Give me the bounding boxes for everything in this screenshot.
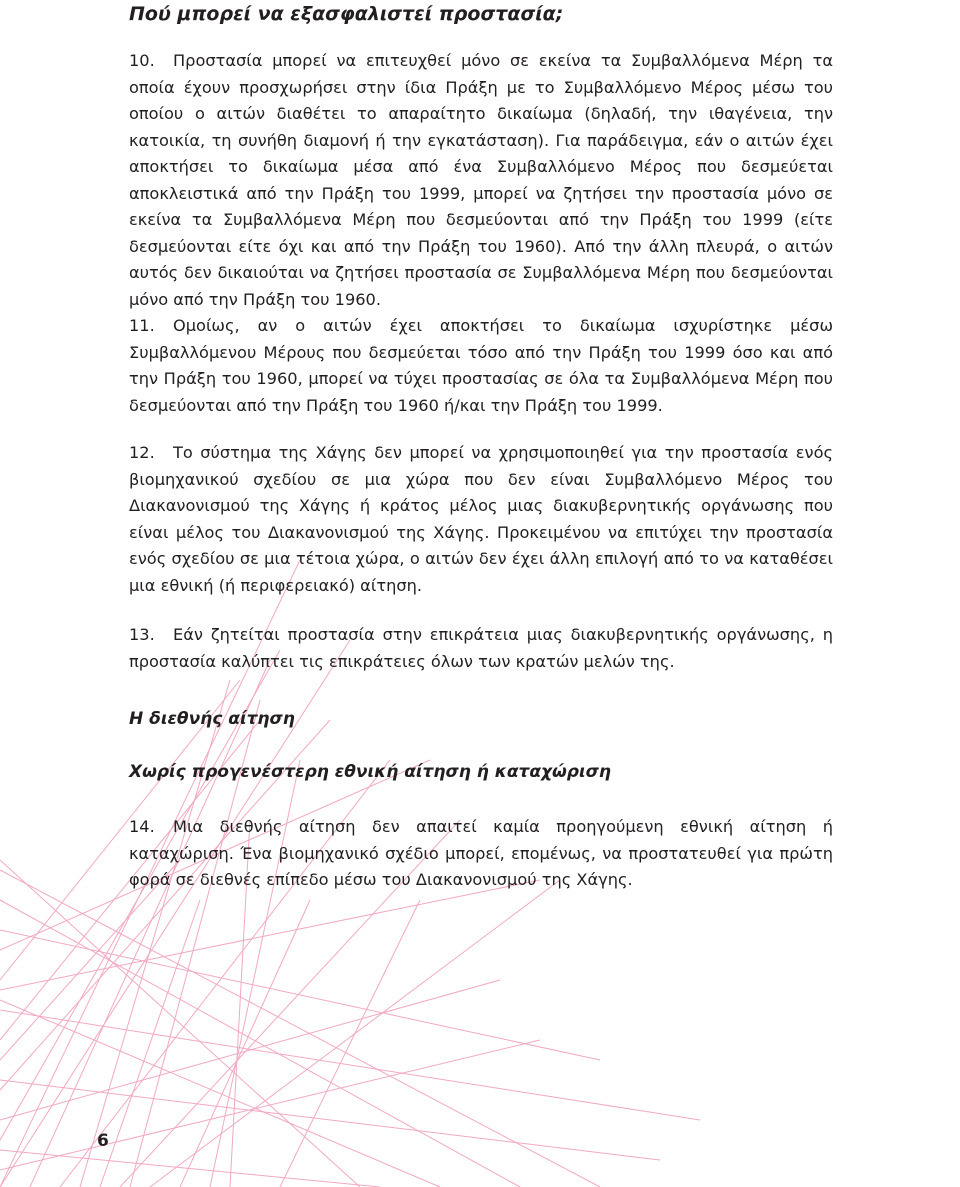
decorative-line [80,680,230,1187]
paragraph-number: 12. [129,443,155,462]
paragraph-12 [129,440,833,599]
paragraph-text: Το σύστημα της Χάγης δεν μπορεί να χρησιμοποιηθεί για την προστασία ενός βιομηχανικού σχεδίου σε μια χώρα που δεν είναι Συμβαλλόμενο Μέρος του Διακανονισμού της Χάγης ή κράτος μέλος μιας διακυβερνητικής οργάνωσης που είναι μέλος του Διακανονισμού της Χάγης. Προκειμένου να επιτύχει την προστασία ενός σχεδίου σε μια τέτοια χώρα, ο αιτών δεν έχει άλλη επιλογή από το να καταθέσει μια εθνική (ή περιφερειακό) αίτηση. [129,443,833,595]
decorative-line [100,900,200,1187]
paragraph-number: 11. [129,316,155,335]
paragraph-10 [129,48,833,313]
paragraph-text: Μια διεθνής αίτηση δεν απαιτεί καμία προηγούμενη εθνική αίτηση ή καταχώριση. Ένα βιομηχανικό σχέδιο μπορεί, επομένως, να προστατευθεί για πρώτη φορά σε διεθνές επίπεδο μέσω του Διακανονισμού της Χάγης. [129,817,833,889]
decorative-line [0,1000,440,1187]
decorative-line [150,880,560,1187]
decorative-line [180,900,310,1187]
decorative-line [0,900,520,1187]
paragraph-number: 13. [129,625,155,644]
decorative-line [0,930,600,1060]
paragraph-number: 10. [129,51,155,70]
paragraph-number: 14. [129,817,155,836]
decorative-line [0,980,500,1120]
decorative-line [0,880,540,990]
decorative-line [280,900,420,1187]
paragraph-text: Ομοίως, αν ο αιτών έχει αποκτήσει το δικαίωμα ισχυρίστηκε μέσω Συμβαλλόμενου Μέρους που δεσμεύεται τόσο από την Πράξη του 1999 όσο και από την Πράξη του 1960, μπορεί να τύχει προστασίας σε όλα τα Συμβαλλόμενα Μέρη που δεσμεύονται από την Πράξη του 1960 ή/και την Πράξη του 1999. [129,316,833,415]
paragraph-11 [129,313,833,419]
paragraph-13 [129,622,833,675]
page-number: 6 [97,1131,109,1151]
international-application-heading: Η διεθνής αίτηση [129,709,295,729]
decorative-line [0,1150,380,1187]
paragraph-text: Εάν ζητείται προστασία στην επικράτεια μιας διακυβερνητικής οργάνωσης, η προστασία καλύπτει τις επικράτειες όλων των κρατών μελών της. [129,625,833,671]
paragraph-text: Προστασία μπορεί να επιτευχθεί μόνο σε εκείνα τα Συμβαλλόμενα Μέρη τα οποία έχουν προσχωρήσει στην ίδια Πράξη με το Συμβαλλόμενο Μέρος μέσω του οποίου ο αιτών διαθέτει το απαραίτητο δικαίωμα (δηλαδή, την ιθαγένεια, την κατοικία, τη συνήθη διαμονή ή την εγκατάσταση). Για παράδειγμα, εάν ο αιτών έχει αποκτήσει το δικαίωμα μέσα από ένα Συμβαλλόμενο Μέρος που δεσμεύεται αποκλειστικά από την Πράξη του 1999, μπορεί να ζητήσει την προστασία μόνο σε εκείνα τα Συμβαλλόμενα Μέρη που δεσμεύονται από την Πράξη του 1999 (είτε δεσμεύονται είτε όχι και από την Πράξη του 1960). Από την άλλη πλευρά, ο αιτών αυτός δεν δικαιούται να ζητήσει προστασία σε Συμβαλλόμενα Μέρη που δεσμεύονται μόνο από την Πράξη του 1960. [129,51,833,309]
paragraph-14 [129,814,833,894]
no-prior-application-subheading: Χωρίς προγενέστερη εθνική αίτηση ή καταχώριση [129,762,611,782]
section-heading: Πού μπορεί να εξασφαλιστεί προστασία; [129,3,564,25]
